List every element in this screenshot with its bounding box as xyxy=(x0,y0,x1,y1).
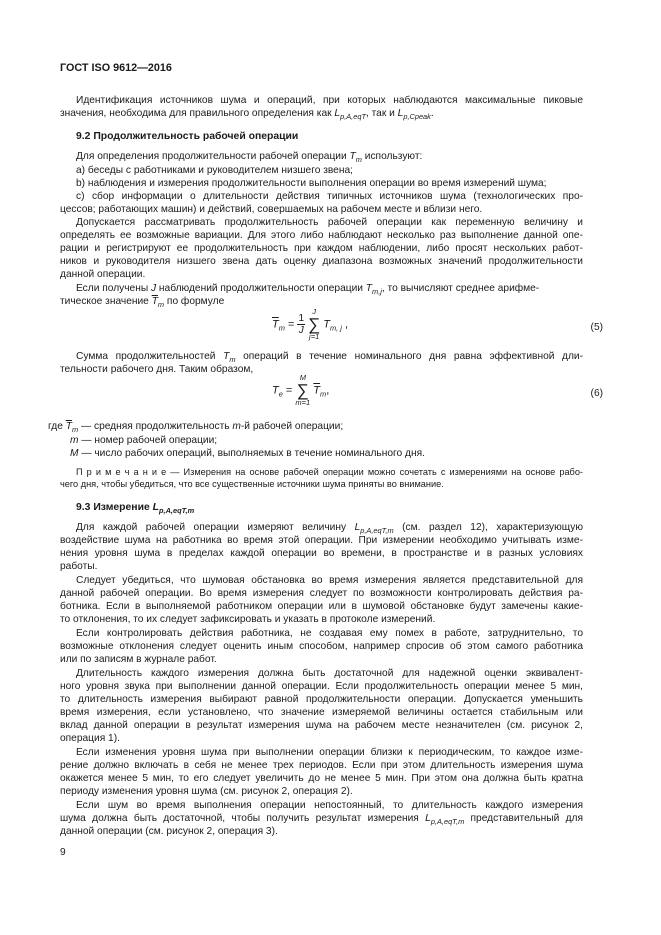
para-sum-2: тельности рабочего дня. Таким образом, xyxy=(60,364,254,375)
para-control-3: или по записям в журнале работ. xyxy=(60,654,217,665)
equation-6-number: (6) xyxy=(590,388,603,399)
para-variation-3: рации и регистрируют ее продолжительность при каждом наблюдении, либо просят нескольких работ- xyxy=(60,243,583,254)
section-9-2-heading: 9.2 Продолжительность рабочей операции xyxy=(76,131,299,142)
para-periodic-1: Если изменения уровня шума при выполнении операции близки к периодическим, то каждое изме- xyxy=(76,747,583,758)
para-measure-3: нения уровня шума в пределах каждой операции во времени, в пространстве и в разных условиях xyxy=(60,548,583,559)
para-mean-2: тическое значение $\overline{T}_m$ по формуле xyxy=(60,296,225,310)
para-nonsteady-1: Если шум во время выполнения операции непостоянный, то длительность каждого измерения xyxy=(76,800,583,811)
para-mean-1: Если получены J наблюдений продолжительности операции $T_{m,j}$, то вычисляют среднее арифме- xyxy=(76,283,540,297)
note-line-2: чего дня, чтобы убедиться, что все существенные источники шума приняты во внимание. xyxy=(60,479,444,489)
para-duration-1: Длительность каждого измерения должна быть достаточной для надежной оценки эквивалент- xyxy=(76,668,583,679)
para-periodic-2: рение должно включать в себя не менее трех периодов. Если при этом длительность измерения шума xyxy=(60,760,583,771)
where-line-3: M — число рабочих операций, выполняемых в течение номинального дня. xyxy=(70,448,425,459)
para-periodic-3: окажется менее 5 мин, то его следует увеличить до не менее 5 мин. При этом она должна быть кратна xyxy=(60,773,583,784)
equation-6: $T_e$ = M ∑ m=1 $\overline{T}_m$, xyxy=(272,373,330,407)
para-variation-1: Допускается рассматривать продолжительность рабочей операции как переменную величину и xyxy=(76,217,583,228)
para-duration-3: то длительность измерения выбирают равной продолжительности операции. Допускается уменьшить xyxy=(60,694,583,705)
page-number: 9 xyxy=(60,847,66,858)
equation-5-number: (5) xyxy=(590,322,603,333)
para-measure-4: работы. xyxy=(60,561,98,572)
para-repr-3: ботника. Если в выполняемой работником операции или в шумовой обстановке будут замечены какие- xyxy=(60,601,583,612)
para-duration-6: операция 1). xyxy=(60,733,120,744)
para-control-1: Если контролировать действия работника, не создавая ему помех в работе, затруднительно, то xyxy=(76,628,583,639)
intro-line-2: значения, необходима для правильного определения как $L_{p,A,eqT}$, так и $L_{p,Cpeak}$. xyxy=(60,108,434,122)
equation-5: $\overline{T}_m$ = $\frac{1}{J}$ J ∑ j=1 $T_{m, j}$ , xyxy=(272,307,349,341)
para-duration-5: вклад данной операции в результат измерения шума на рабочем месте незначителен (см. рисунок 2, xyxy=(60,720,583,731)
para-control-2: возможные отклонения следует оценить иным способом, например спросив об этом самого работника xyxy=(60,641,583,652)
para-periodic-4: периоду изменения уровня шума (см. рисунок 2, операция 2). xyxy=(60,786,353,797)
para-nonsteady-3: данной операции (см. рисунок 2, операция 3). xyxy=(60,826,278,837)
section-9-3-heading: 9.3 Измерение $L_{p,A,eqT,m}$ xyxy=(76,502,195,516)
para-measure-2: воздействие шума на работника во время этой операции. При измерении необходимо учитывать изме- xyxy=(60,535,583,546)
para-variation-4: ников и руководителя низшего звена дать оценку диапазона возможных значений продолжительности xyxy=(60,256,583,267)
list-item-c-2: цессов; работающих машин) и действий, совершаемых на рабочем месте и вблизи него. xyxy=(60,204,483,215)
para-variation-5: данной операции. xyxy=(60,269,146,280)
list-item-c-1: c) сбор информации о длительности действия типичных источников шума (технологических про- xyxy=(76,191,583,202)
para-variation-2: определять ее возможные вариации. Для этого либо наблюдают несколько раз выполнение данной опе- xyxy=(60,230,583,241)
para-duration-4: время измерения, если установлено, что значение измеряемой величины остается стабильным или xyxy=(60,707,583,718)
where-line-2: m — номер рабочей операции; xyxy=(70,435,218,446)
para-sum-1: Сумма продолжительностей $T_m$ операций в течение номинального дня равна эффективной дли- xyxy=(76,351,584,365)
para-duration-2: ного уровня звука при выполнении данной операции. Если продолжительность операции менее 5 мин, xyxy=(60,681,583,692)
note-line-1: П р и м е ч а н и е — Измерения на основе рабочей операции можно сочетать с измерениями на основе рабо- xyxy=(76,467,583,477)
para-nonsteady-2: шума должна быть достаточной, чтобы получить результат измерения $L_{p,A,eqT,m}$ представительный для xyxy=(60,813,583,827)
para-measure-1: Для каждой рабочей операции измеряют величину $L_{p,A,eqT,m}$ (см. раздел 12), характеризующую xyxy=(76,522,583,536)
standard-code: ГОСТ ISO 9612—2016 xyxy=(60,62,172,74)
intro-line-1: Идентификация источников шума и операций, при которых наблюдаются максимальные пиковые xyxy=(76,95,583,106)
list-item-b: b) наблюдения и измерения продолжительности выполнения операции во время измерений шума; xyxy=(76,178,547,189)
list-item-a: a) беседы с работниками и руководителем низшего звена; xyxy=(76,165,353,176)
s92-intro-line: Для определения продолжительности рабочей операции $T_m$ используют: xyxy=(76,151,423,165)
para-repr-2: данной рабочей операции. Во время измерения следует по возможности контролировать действия ра- xyxy=(60,588,583,599)
where-line-1: где $\overline{T}_m$ — средняя продолжительность m-й рабочей операции; xyxy=(48,421,344,435)
para-repr-1: Следует убедиться, что шумовая обстановка во время измерения является представительной для xyxy=(76,575,583,586)
para-repr-4: то отклонения, то их следует зафиксировать и указать в протоколе измерений. xyxy=(60,614,436,625)
